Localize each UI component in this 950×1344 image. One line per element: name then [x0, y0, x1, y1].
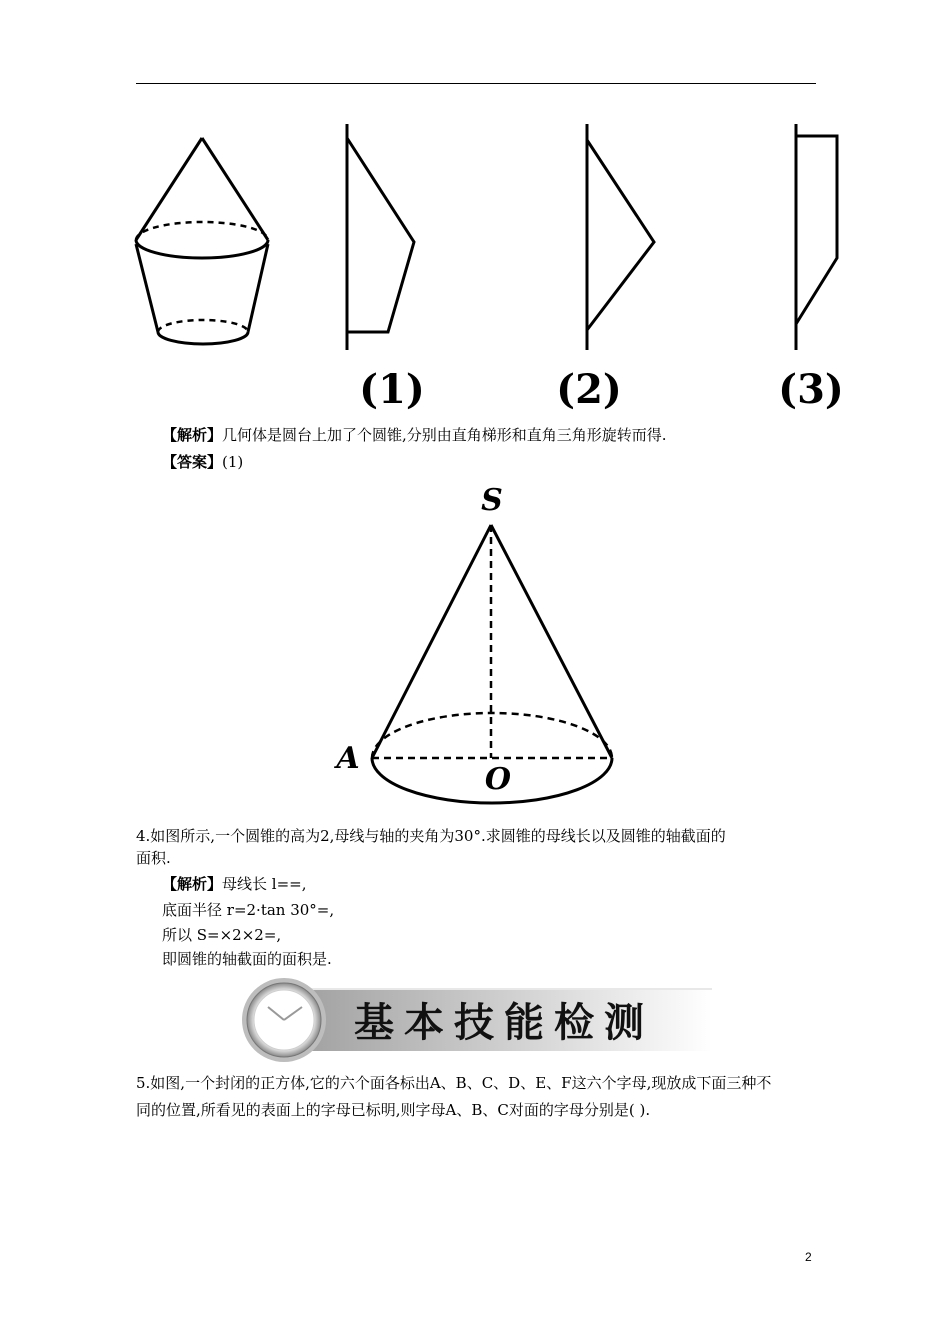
question-4-line1: 4.如图所示,一个圆锥的高为2,母线与轴的夹角为30°.求圆锥的母线长以及圆锥的轴截面的 — [136, 827, 726, 845]
profile-1 — [347, 124, 414, 350]
answer-text: (1) — [222, 453, 244, 471]
question-5-line1: 5.如图,一个封闭的正方体,它的六个面各标出A、B、C、D、E、F这六个字母,现放成下面三种不 — [136, 1074, 772, 1092]
profile-2 — [587, 124, 654, 350]
question-4-line2: 面积. — [136, 849, 171, 867]
label-3: (3) — [778, 366, 844, 413]
page-number: 2 — [805, 1250, 812, 1264]
rotation-figure — [130, 118, 850, 418]
analysis-text: 几何体是圆台上加了个圆锥,分别由直角梯形和直角三角形旋转而得. — [222, 426, 667, 444]
banner-title: 基本技能检测 — [354, 1000, 654, 1046]
answer-label: 【答案】 — [162, 453, 223, 471]
question-5-line2: 同的位置,所看见的表面上的字母已标明,则字母A、B、C对面的字母分别是( ). — [136, 1101, 651, 1119]
analysis-4-line4: 即圆锥的轴截面的面积是. — [162, 950, 332, 968]
cone-figure — [330, 478, 630, 813]
slant-height-text: 母线长 l==, — [222, 875, 307, 893]
analysis-4-label: 【解析】 — [162, 875, 223, 893]
label-2: (2) — [556, 366, 622, 413]
analysis-4-line3: 所以 S=×2×2=, — [162, 926, 282, 944]
apex-label: S — [481, 483, 503, 518]
analysis-4-line1 — [162, 874, 307, 894]
answer-1 — [162, 452, 243, 472]
center-label: O — [484, 762, 512, 797]
analysis-label: 【解析】 — [162, 426, 223, 444]
cone-frustum-solid — [136, 138, 268, 344]
profile-3 — [796, 124, 837, 350]
point-a-label: A — [336, 741, 360, 776]
analysis-4-line2: 底面半径 r=2·tan 30°=, — [162, 901, 335, 919]
header-rule — [136, 83, 816, 84]
clock-icon — [242, 978, 326, 1062]
label-1: (1) — [359, 366, 425, 413]
analysis-1 — [162, 425, 667, 445]
